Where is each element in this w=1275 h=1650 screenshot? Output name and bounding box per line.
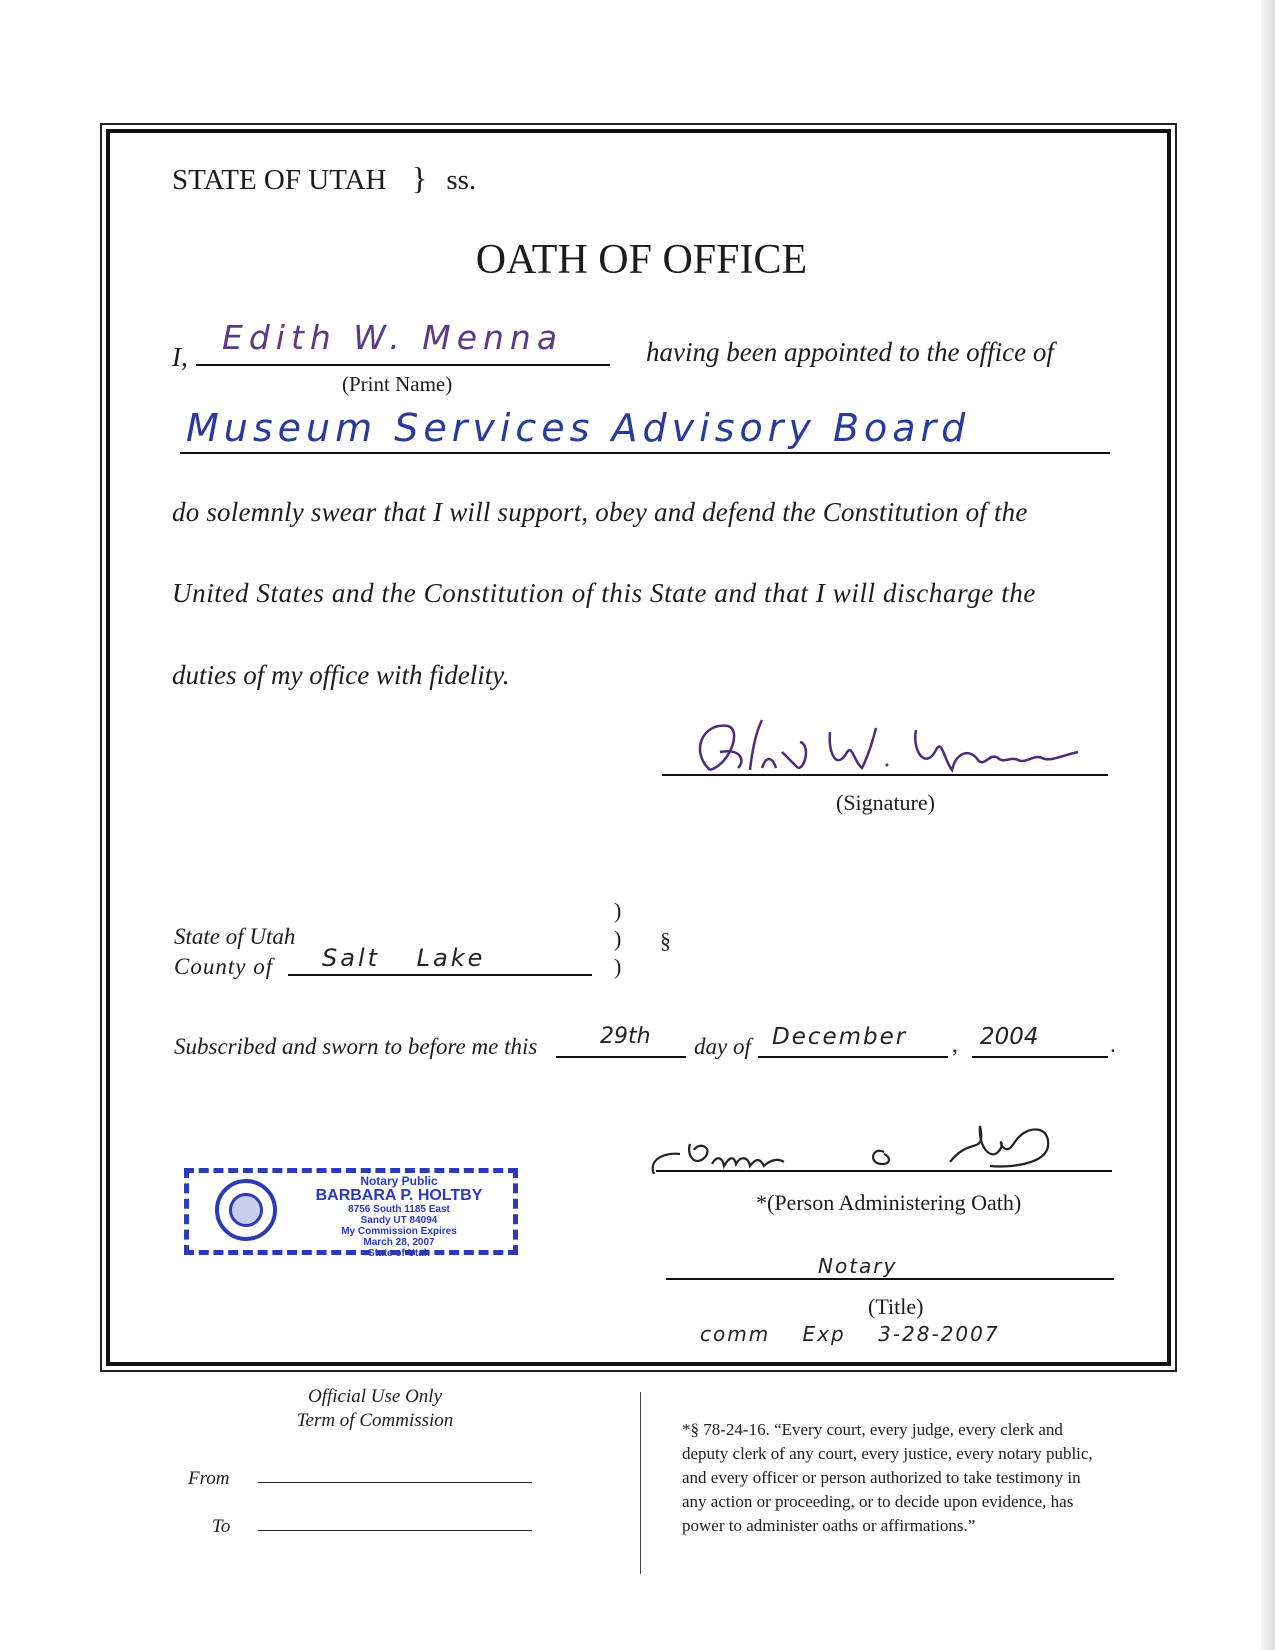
title-value: Notary bbox=[818, 1254, 898, 1278]
to-line bbox=[258, 1530, 532, 1531]
stamp-line-3: 8756 South 1185 East bbox=[348, 1204, 450, 1215]
oath-line-2: United States and the Constitution of this State and that I will discharge the bbox=[172, 578, 1037, 608]
month-value: December bbox=[772, 1024, 908, 1050]
office-value: Museum Services Advisory Board bbox=[186, 406, 971, 450]
footer-divider bbox=[640, 1392, 641, 1574]
page-title: OATH OF OFFICE bbox=[475, 237, 808, 283]
paren-3: ) bbox=[614, 954, 622, 979]
day-value: 29th bbox=[600, 1024, 651, 1049]
term-of-commission-heading: Term of Commission bbox=[296, 1410, 454, 1431]
administer-signature-handwriting bbox=[650, 1116, 1070, 1196]
section-symbol: § bbox=[660, 928, 671, 953]
signature-handwriting bbox=[680, 712, 1100, 784]
statute-line-2: deputy clerk of any court, every justice, every notary public, bbox=[682, 1444, 1093, 1463]
paren-1: ) bbox=[614, 898, 622, 923]
statute-line-4: any action or proceeding, or to decide upon evidence, has bbox=[682, 1492, 1074, 1511]
statute-line-5: power to administer oaths or affirmations.” bbox=[682, 1516, 976, 1535]
state-seal-center bbox=[229, 1193, 263, 1227]
ss-text: ss. bbox=[446, 164, 477, 196]
state-of-utah-label: State of Utah bbox=[174, 924, 296, 949]
to-label: To bbox=[212, 1516, 231, 1537]
from-line bbox=[258, 1482, 532, 1483]
stamp-line-2: BARBARA P. HOLTBY bbox=[315, 1187, 483, 1204]
state-seal-icon bbox=[215, 1179, 277, 1241]
sworn-prefix: Subscribed and sworn to before me this bbox=[174, 1034, 538, 1059]
stamp-line-6: March 28, 2007 bbox=[363, 1237, 435, 1248]
oath-line-1: do solemnly swear that I will support, obey and defend the Constitution of the bbox=[172, 497, 1028, 527]
day-of-text: day of bbox=[694, 1034, 751, 1059]
signature-label: (Signature) bbox=[836, 790, 935, 815]
stamp-line-4: Sandy UT 84094 bbox=[360, 1215, 438, 1226]
stamp-line-7: State of Utah bbox=[368, 1248, 430, 1259]
statute-line-1: *§ 78-24-16. “Every court, every judge, every clerk and bbox=[682, 1420, 1063, 1439]
statute-note bbox=[682, 1418, 1202, 1538]
oath-line-3: duties of my office with fidelity. bbox=[172, 660, 510, 690]
date-period: . bbox=[1110, 1032, 1116, 1057]
notary-stamp-text bbox=[289, 1175, 509, 1259]
statute-line-3: and every officer or person authorized to take testimony in bbox=[682, 1468, 1081, 1487]
comm-exp-note: comm Exp 3-28-2007 bbox=[700, 1322, 1000, 1346]
stamp-line-5: My Commission Expires bbox=[341, 1226, 457, 1237]
print-name-value: Edith W. Menna bbox=[222, 318, 564, 357]
administer-label: *(Person Administering Oath) bbox=[756, 1190, 1022, 1215]
notary-stamp bbox=[184, 1168, 518, 1259]
county-label: County of bbox=[174, 954, 274, 979]
state-brace: } bbox=[411, 160, 428, 196]
stamp-line-1: Notary Public bbox=[360, 1174, 438, 1188]
county-value: Salt Lake bbox=[322, 944, 486, 972]
state-heading-text: STATE OF UTAH bbox=[172, 164, 387, 196]
date-comma: , bbox=[952, 1032, 958, 1057]
appointed-text: having been appointed to the office of bbox=[646, 337, 1054, 367]
title-label: (Title) bbox=[868, 1294, 924, 1319]
print-name-label: (Print Name) bbox=[342, 372, 453, 396]
year-value: 2004 bbox=[980, 1024, 1039, 1050]
paren-2: ) bbox=[614, 926, 622, 951]
from-label: From bbox=[188, 1468, 230, 1489]
official-use-heading: Official Use Only bbox=[307, 1386, 443, 1407]
oath-prefix: I, bbox=[172, 342, 188, 372]
state-heading bbox=[172, 160, 476, 197]
